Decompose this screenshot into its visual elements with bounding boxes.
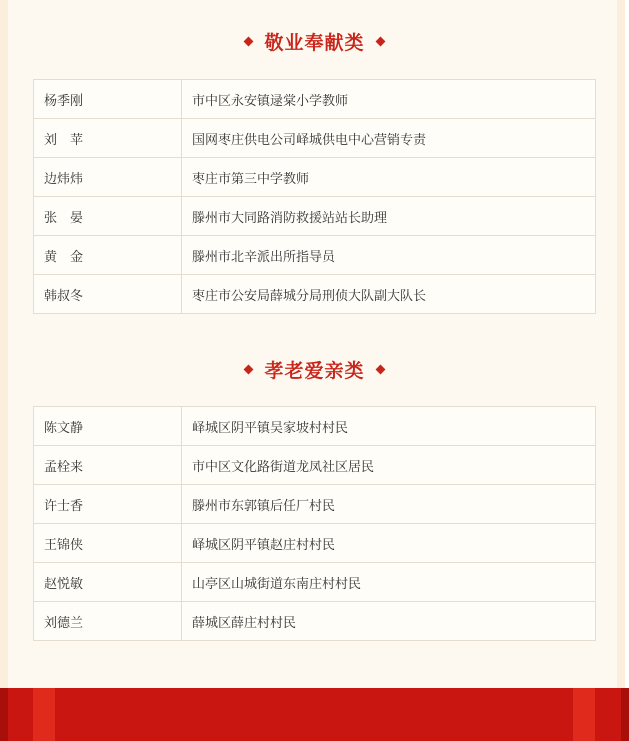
person-name: 黄 金 [34,236,182,275]
person-name: 陈文静 [34,407,182,446]
person-name: 边炜炜 [34,158,182,197]
person-name: 韩叔冬 [34,275,182,314]
bottom-decorative-bar [0,688,629,741]
person-description: 滕州市东郭镇后任厂村民 [182,485,596,524]
bar-stripe-right [573,688,595,741]
table-row [34,407,596,446]
bar-edge-left [0,688,8,741]
table-row [34,275,596,314]
person-name: 赵悦敏 [34,563,182,602]
table-row [34,119,596,158]
person-description: 峄城区阴平镇赵庄村村民 [182,524,596,563]
table-row [34,236,596,275]
person-description: 山亭区山城街道东南庄村村民 [182,563,596,602]
person-description: 国网枣庄供电公司峄城供电中心营销专责 [182,119,596,158]
diamond-icon [244,37,254,47]
table-row [34,80,596,119]
diamond-icon [375,37,385,47]
honor-table-filial [33,406,596,641]
bar-stripe-left [33,688,55,741]
person-description: 市中区永安镇逯棠小学教师 [182,80,596,119]
person-description: 市中区文化路街道龙凤社区居民 [182,446,596,485]
person-description: 薛城区薛庄村村民 [182,602,596,641]
person-description: 峄城区阴平镇吴家坡村村民 [182,407,596,446]
table-row [34,446,596,485]
person-name: 王锦侠 [34,524,182,563]
section-title-text: 敬业奉献类 [264,32,365,54]
person-name: 刘 苹 [34,119,182,158]
person-description: 枣庄市公安局薛城分局刑侦大队副大队长 [182,275,596,314]
section-title-text: 孝老爱亲类 [264,360,365,382]
person-name: 张 晏 [34,197,182,236]
diamond-icon [375,365,385,375]
person-name: 刘德兰 [34,602,182,641]
table-row [34,602,596,641]
table-row [34,197,596,236]
section-title-dedication [0,28,629,55]
person-name: 孟栓来 [34,446,182,485]
person-description: 滕州市北辛派出所指导员 [182,236,596,275]
person-description: 滕州市大同路消防救援站站长助理 [182,197,596,236]
person-description: 枣庄市第三中学教师 [182,158,596,197]
table-row [34,158,596,197]
table-row [34,524,596,563]
person-name: 许士香 [34,485,182,524]
person-name: 杨季刚 [34,80,182,119]
table-row [34,485,596,524]
table-row [34,563,596,602]
section-title-filial [0,356,629,383]
diamond-icon [244,365,254,375]
bar-edge-right [621,688,629,741]
honor-table-dedication [33,79,596,314]
